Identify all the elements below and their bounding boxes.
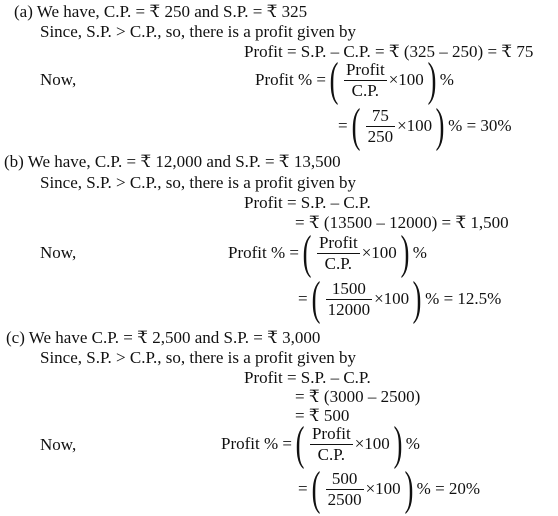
result-value: % = 30%: [448, 116, 512, 135]
right-paren: ): [404, 462, 414, 515]
left-paren: (: [329, 53, 339, 106]
times-hundred: ×100: [361, 243, 397, 262]
fraction-numerator: Profit: [311, 423, 351, 443]
fraction-denominator: 2500: [327, 489, 362, 509]
part-b-given: (b) We have, C.P. = ₹ 12,000 and S.P. = ₹ 13,500: [4, 152, 341, 171]
equals-sign: =: [298, 289, 308, 308]
profit-over-cp-fraction: [344, 60, 387, 101]
value-fraction: [326, 469, 364, 510]
part-c-given: (c) We have C.P. = ₹ 2,500 and S.P. = ₹ 3,000: [6, 328, 321, 347]
part-c-condition: Since, S.P. > C.P., so, there is a profit given by: [40, 348, 357, 367]
fraction-denominator: C.P.: [317, 444, 346, 464]
part-c-profit-percent-formula: [221, 417, 420, 470]
part-b-profit-value: = ₹ (13500 – 12000) = ₹ 1,500: [295, 213, 509, 232]
profit-percent-label: Profit % =: [228, 243, 299, 262]
right-paren: ): [412, 272, 422, 325]
part-b-now-label: Now,: [40, 243, 77, 262]
percent-sign: %: [405, 434, 420, 453]
fraction-denominator: C.P.: [351, 80, 380, 100]
part-a-profit-percent-result: [338, 99, 512, 152]
part-c-profit-percent-result: [298, 462, 481, 515]
fraction-denominator: 250: [367, 126, 394, 146]
result-value: % = 20%: [416, 479, 481, 498]
profit-over-cp-fraction: [310, 424, 353, 465]
fraction-numerator: 75: [371, 105, 389, 125]
percent-sign: %: [439, 70, 454, 89]
part-b-profit-percent-result: [298, 272, 502, 325]
part-c-profit-difference: = ₹ (3000 – 2500): [295, 387, 421, 406]
times-hundred: ×100: [354, 434, 390, 453]
part-b-profit-percent-formula: [228, 226, 427, 279]
left-paren: (: [311, 462, 320, 515]
left-paren: (: [295, 417, 305, 470]
equals-sign: =: [338, 116, 348, 135]
left-paren: (: [311, 272, 320, 325]
part-c-profit-line: Profit = S.P. – C.P.: [244, 368, 371, 387]
times-hundred: ×100: [365, 479, 401, 498]
part-a-condition: Since, S.P. > C.P., so, there is a profit given by: [40, 22, 357, 41]
fraction-numerator: 1500: [331, 278, 366, 298]
profit-percent-label: Profit % =: [255, 70, 326, 89]
part-c-now-label: Now,: [40, 435, 77, 454]
part-a-profit-line: Profit = S.P. – C.P. = ₹ (325 – 250) = ₹ 75: [244, 42, 534, 61]
times-hundred: ×100: [374, 289, 410, 308]
times-hundred: ×100: [388, 70, 424, 89]
result-value: % = 12.5%: [425, 289, 502, 308]
left-paren: (: [351, 99, 360, 152]
part-c-profit-value: = ₹ 500: [295, 406, 350, 425]
right-paren: ): [427, 53, 437, 106]
equals-sign: =: [298, 479, 308, 498]
left-paren: (: [302, 226, 312, 279]
fraction-denominator: C.P.: [324, 253, 353, 273]
fraction-numerator: 500: [331, 468, 358, 488]
right-paren: ): [400, 226, 410, 279]
fraction-numerator: Profit: [318, 232, 358, 252]
part-b-condition: Since, S.P. > C.P., so, there is a profit given by: [40, 173, 357, 192]
fraction-denominator: 12000: [327, 299, 371, 319]
part-a-given: (a) We have, C.P. = ₹ 250 and S.P. = ₹ 325: [14, 2, 308, 21]
right-paren: ): [435, 99, 445, 152]
profit-over-cp-fraction: [317, 233, 360, 274]
part-a-now-label: Now,: [40, 70, 77, 89]
value-fraction: [366, 106, 396, 147]
percent-sign: %: [412, 243, 427, 262]
times-hundred: ×100: [397, 116, 433, 135]
fraction-numerator: Profit: [345, 59, 385, 79]
profit-percent-label: Profit % =: [221, 434, 292, 453]
value-fraction: [326, 279, 373, 320]
right-paren: ): [393, 417, 403, 470]
part-b-profit-line: Profit = S.P. – C.P.: [244, 193, 371, 212]
part-a-profit-percent-formula: [255, 53, 454, 106]
